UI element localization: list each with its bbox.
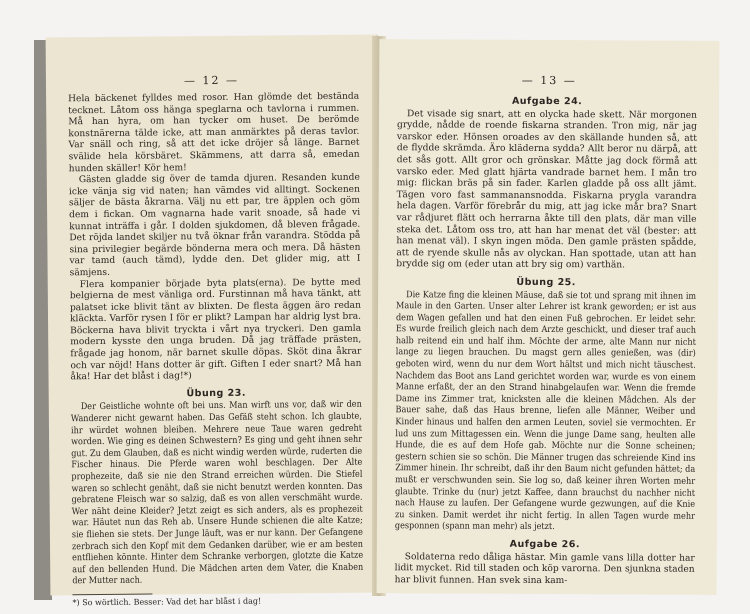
paragraph: Soldaterna redo dåliga hästar. Min gamle vans lilla dotter har lidit mycket. Rid till staden och köp varorna. Den sjunkna staden har blivit funnen. Han svek sina kam- xyxy=(394,551,695,586)
footnote-divider xyxy=(72,593,152,595)
exercise-heading: Aufgabe 26. xyxy=(509,538,581,551)
page-number: — 12 — xyxy=(183,73,240,88)
page-content xyxy=(46,86,382,609)
paragraph: Hela bäckenet fylldes med rosor. Han glömde det bestända tecknet. Låtom oss hänga speglarna och tavlorna i rummen. Må han hyra, om han tycker om huset. De berömde konstnärerna tälde icke, att man anmärktes på deras tavlor. Var snäll och ring, så att det icke dröjer så länge. Barnet svälide hela körsbäret. Skämmens, att darra så, emedan hunden skäller! Kör hem! xyxy=(68,91,360,174)
exercise-heading: Aufgabe 24. xyxy=(511,95,583,108)
paragraph: Det visade sig snart, att en olycka hade skett. När morgonen grydde, nådde de roende fiskarna stranden. Tron mig, när jag varskor eder. Hönsen oroades av den skällande hunden så, att de flydde skrämda. Äro kläderna sydda? Allt beror nu därpå, att det sås gott. Allt gror och grönskar. Måtte jag dock förmå att varsko eder. Med glatt hjärta vandrade barnet hem. I mån tro mig: flickan bräs på sin fader. Karlen gladde på oss allt jämt. Tägen voro fast sammanansnodda. Fiskarna prygla varandra hela dagen. Varför förebrår du mig, att jag icke mår bra? Snart var rådjuret flätt och herrarna åkte till den plats, där man ville steka det. Låtom oss tro, att han har menat det väl (bester: att han menat väl). I skyn ingen möda. Den gamle prästen spådde, att de ryende skulle nås av olyckan. Han spottade, utan att han brydde sig om (eder utan att bry sig om) varthän. xyxy=(396,108,698,271)
paragraph: Gästen gladde sig över de tamda djuren. Resanden kunde icke vänja sig vid naten; han vämdes vid alltingt. Sockenen säljer de bästa åkrarna. Välj nu ett par, tre äpplen och göm dem i fickan. Om vagnarna hade varit snoade, så hade vi kunnat inträffa i går. I dolden sjukdomen, då bleven frågade. Det röjda landet skiljer nu två öknar från varandra. Stödda på sina privilegier begärde bönderna mera och mera. Då hästen var tamd (auch tämd), lydde den. Det glider mig, att I sämjens. xyxy=(68,172,361,279)
footnote: *) So wörtlich. Besser: Vad det har blåst i dag! xyxy=(72,596,262,608)
paragraph: Flera kompanier började byta plats(erna). De bytte med belgierna de mest vänliga ord. Furstinnan må hava tänkt, att palatset icke blivit tänt av blixten. De flesta äggen äro redan kläckta. Varför rysen I för er plikt? Lampan har aldrig lyst bra. Böckerna hava blivit tryckta i vårt nya tryckeri. Den gamla modern kysste den unga bruden. Då jag träffade prästen, frågade jag honom, när barnet skulle döpas. Sköt dina åkrar och var nöjd! Hans dotter är gift. Giften I eder snart? Må han åka! Har det blåst i dag!*) xyxy=(69,277,362,383)
left-page xyxy=(46,35,383,608)
fraktur-paragraph: Die Katze fing die kleinen Mäuse, daß sie tot und sprang mit ihnen im Maule in den Garten. Unser alter Lehrer ist krank geworden; er ist aus dem Wagen gefallen und hat den einen Fuß gebrochen. Er leidet sehr. Es wurde freilich gleich nach dem Arzte geschickt, und dieser traf auch halb reitend ein und half ihm. Möchte der arme, alte Mann nur nicht lange zu liegen brauchen. Du magst gern alles genießen, was (dir) geboten wird, wenn du nur dem Wort hältst und mich nicht täuschest. Nachdem das Boot ans Land gerichtet worden war, wurde es von einem Manne erfaßt, der an den Strand hinabgelaufen war. Wenn die fremde Dame ins Zimmer trat, knicksten alle die kleinen Mädchen. Als der Bauer sahe, daß das Haus brenne, liefen alle Männer, Weiber und Kinder hinaus und halfen den armen Leuten, soviel sie vermochten. Er lud uns zum Mittagessen ein. Wenn die junge Dame sang, heulten alle Hunde, die es auf dem Hofe gab. Möchte nur die Sonne scheinen; gestern schien sie so schön. Die Männer trugen das schreiende Kind ins Zimmer hinein. Ihr schreibt, daß ihr den Baum nicht gefunden hättet; da mußt er verschwunden sein. Sie log so, daß keiner ihren Worten mehr glaubte. Trinke du (nur) jetzt Kaffee, dann brauchst du nachher nicht nach Hause zu laufen. Der Gefangene wurde gezwungen, auf die Knie zu sinken. Damit werdet ihr nicht fertig. In allen Tagen wurde mehr gesponnen (spann man mehr) als jetzt. xyxy=(394,289,697,533)
exercise-heading: Übung 23. xyxy=(186,387,246,400)
page-content xyxy=(377,86,720,588)
right-page xyxy=(377,39,720,595)
fraktur-paragraph: Der Geistliche wohnte oft bei uns. Man wirft uns vor, daß wir den Wanderer nicht gewarnt haben. Das Gefäß steht schon. Ich glaubte, ihr würdet wohnen bleiben. Mehrere neue Taue waren gedreht worden. Wie ging es deinen Schwestern? Es ging und geht ihnen sehr gut. Zu dem Glauben, daß es nicht windig werden würde, ruderten die Fischer hinaus. Die Pferde waren wohl beschlagen. Der Alte prophezeite, daß sie nie den Strand erreichen würden. Die Stiefel waren so schlecht genäht, daß sie nicht benutzt werden konnten. Das gebratene Fleisch war so salzig, daß es von allen verschmäht wurde. Wer näht deine Kleider? Jetzt zeigt es sich anders, als es prophezeit war. Häutet nun das Reh ab. Unsere Hunde schienen die alte Katze; sie fliehen sie stets. Der Junge läuft, was er nur kann. Der Gefangene zerbrach sich den Kopf mit dem Gedanken darüber, wie er am besten entfliehen könnte. Hinter dem Schranke verborgen, glotzte die Katze auf den bellenden Hund. Die Mädchen arten dem Vater, die Knaben der Mutter nach. xyxy=(70,400,364,587)
page-number: — 13 — xyxy=(521,73,577,88)
exercise-heading: Übung 25. xyxy=(516,276,576,289)
